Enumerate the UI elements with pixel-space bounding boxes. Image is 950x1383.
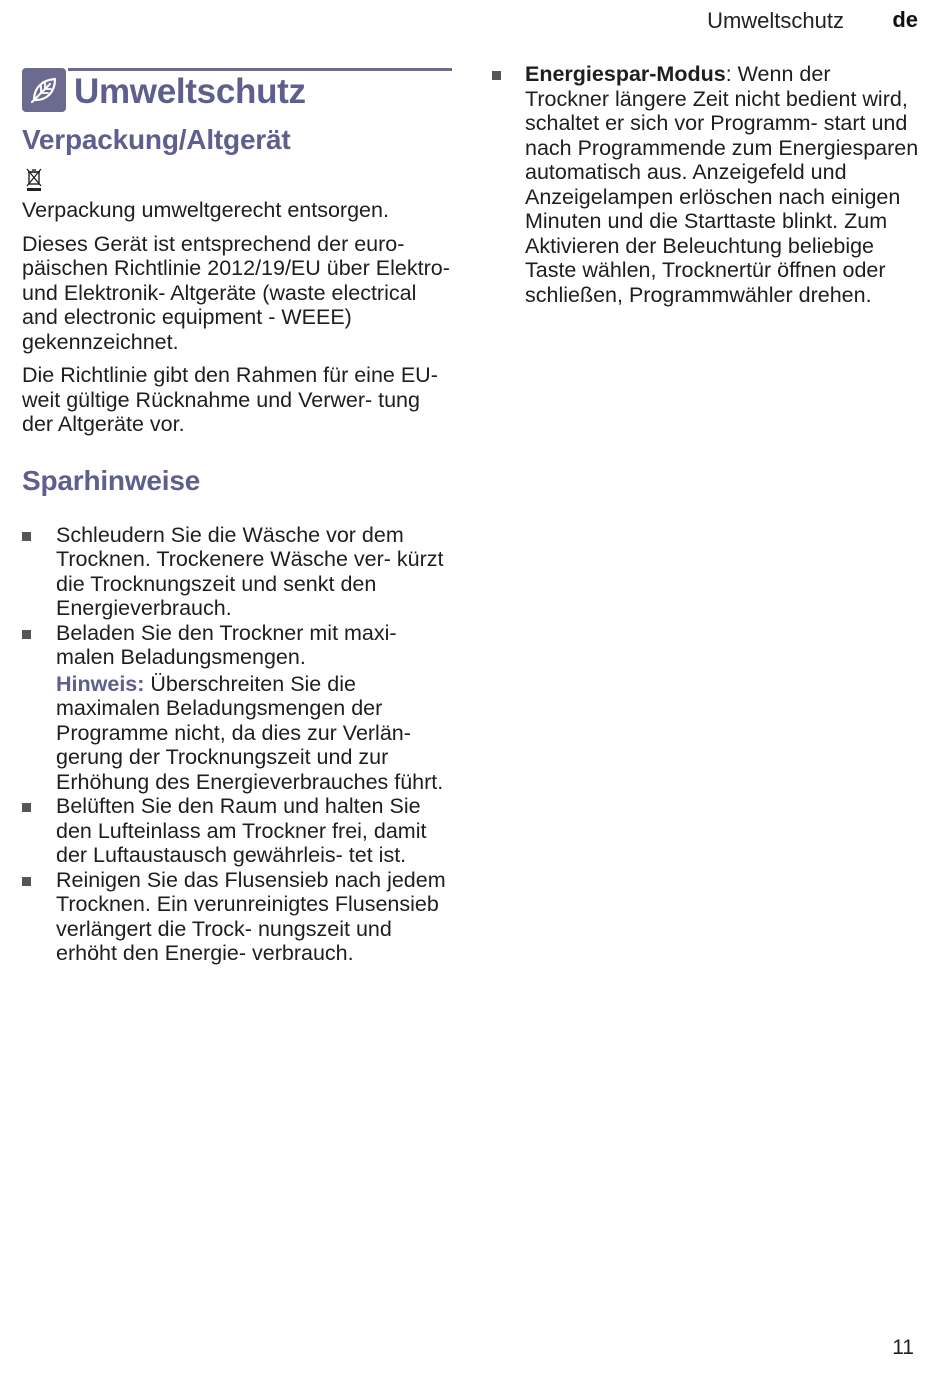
bullet-square-icon — [492, 71, 501, 80]
bullet-square-icon — [22, 877, 31, 886]
verpackung-paragraph-1: Verpackung umweltgerecht entsorgen. — [22, 198, 389, 222]
list-item — [22, 523, 452, 621]
page-number: 11 — [892, 1336, 914, 1359]
bullet-square-icon — [22, 803, 31, 812]
list-item — [490, 62, 920, 307]
header-section-title: Umweltschutz — [707, 8, 844, 33]
bullet-square-icon — [22, 532, 31, 541]
page-title: Umweltschutz — [74, 72, 306, 111]
energiespar-text: : Wenn der Trockner längere Zeit nicht bedient wird, schaltet er sich vor Programm- start und nach Programmende zum Energiesparen automatisch aus. Anzeigefeld und Anzeigelampen erlöschen nach einigen Minuten und die Starttaste blinkt. Zum Aktivieren der Beleuchtung beliebige Taste wählen, Trocknertür öffnen oder schließen, Programmwähler drehen. — [525, 62, 919, 307]
leaf-icon — [22, 68, 66, 112]
list-item-text: Schleudern Sie die Wäsche vor dem Trocknen. Trockenere Wäsche ver- kürzt die Trocknungszeit und senkt den Energieverbrauch. — [56, 522, 444, 620]
sparhinweise-list — [22, 523, 452, 966]
list-item-text: Reinigen Sie das Flusensieb nach jedem Trocknen. Ein verunreinigtes Flusensieb verlängert die Trock- nungszeit und erhöht den Energie- verbrauch. — [56, 867, 446, 965]
list-item — [22, 868, 452, 966]
section-title-row — [22, 68, 452, 112]
heading-verpackung: Verpackung/Altgerät — [22, 124, 291, 155]
list-item — [22, 621, 452, 795]
crossed-bin-icon — [24, 168, 44, 192]
list-item-text: Belüften Sie den Raum und halten Sie den Lufteinlass am Trockner frei, damit der Luftaustausch gewährleis- tet ist. — [56, 794, 427, 867]
energiespar-label: Energiespar-Modus — [525, 62, 726, 86]
title-rule — [68, 68, 452, 71]
heading-sparhinweise: Sparhinweise — [22, 464, 201, 496]
header-language: de — [892, 7, 918, 32]
left-column — [22, 68, 452, 966]
right-column — [490, 62, 920, 307]
note-text: Überschreiten Sie die maximalen Beladungsmengen der Programme nicht, da dies zur Verlän- gerung der Trocknungszeit und zur Erhöhung des Energieverbrauches führt. — [56, 671, 444, 794]
note-hinweis — [56, 672, 452, 795]
list-item — [22, 794, 452, 868]
verpackung-paragraph-3: Die Richtlinie gibt den Rahmen für eine EU-weit gültige Rücknahme und Verwer- tung der Altgeräte vor. — [22, 363, 438, 436]
verpackung-paragraph-2: Dieses Gerät ist entsprechend der euro- päischen Richtlinie 2012/19/EU über Elektro- und Elektronik- Altgeräte (waste electrical and electronic equipment - WEEE) gekennzeichnet. — [22, 231, 450, 354]
list-item-text: Beladen Sie den Trockner mit maxi- malen Beladungsmengen. — [56, 620, 397, 669]
bullet-square-icon — [22, 630, 31, 639]
energiespar-list — [490, 62, 920, 307]
note-label: Hinweis: — [56, 671, 145, 696]
